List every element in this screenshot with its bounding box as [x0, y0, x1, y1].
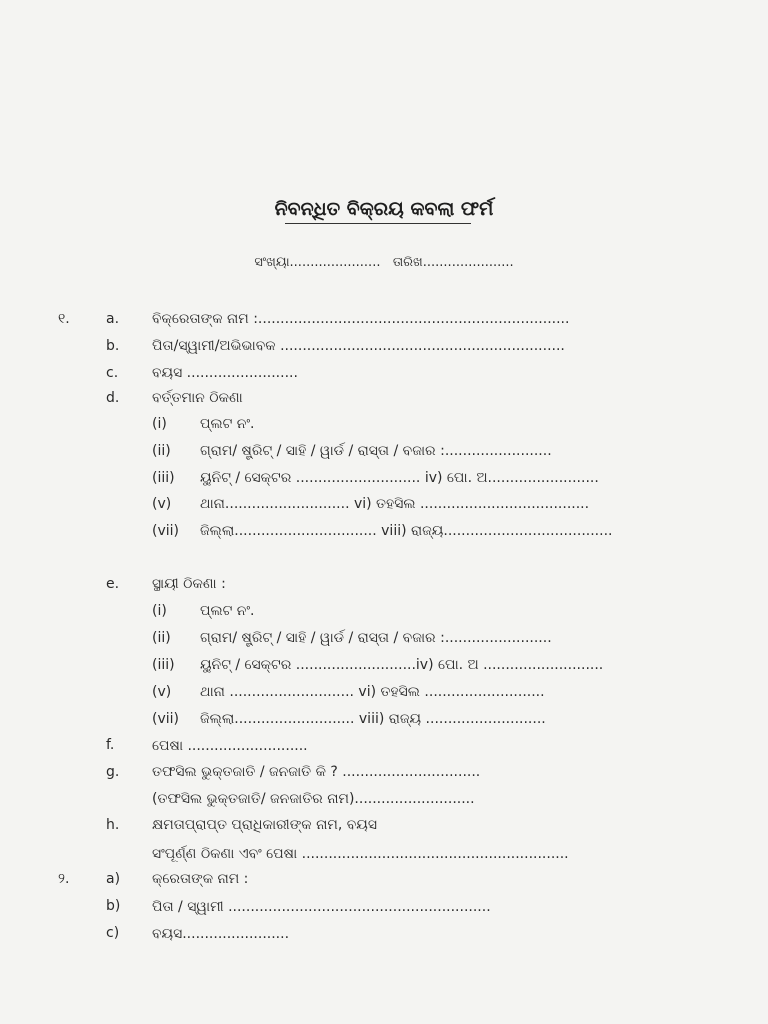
scheduled-caste-name-field: (ତଫସିଲ ଭୁକ୍ତଜାତି/ ଜନଜାତିର ନାମ)...........................: [152, 791, 475, 807]
current-address-i-label: (i): [152, 416, 167, 432]
permanent-district-state-field: ଜିଲ୍ଲା........................... viii) ରାଜ୍ୟ ...........................: [200, 711, 546, 727]
current-village-street-field: ଗ୍ରାମ/ ଷ୍ଟ୍ରିଟ୍ / ସାହି / ୱାର୍ଡ / ରାସ୍ତା / ବଜାର :........................: [200, 443, 552, 459]
item-2c-letter: c): [106, 925, 120, 941]
authority-address-occupation-field: ସଂପୂର୍ଣ୍ଣ ଠିକଣା ଏବଂ ପେଷା ............................................................: [152, 846, 569, 862]
permanent-address-v-label: (v): [152, 684, 172, 700]
item-1h-letter: h.: [106, 817, 120, 833]
permanent-address-heading: ସ୍ଥାୟୀ ଠିକଣା :: [152, 576, 226, 592]
item-1c-letter: c.: [106, 365, 119, 381]
item-1a-letter: a.: [106, 311, 120, 327]
occupation-field: ପେଷା ...........................: [152, 738, 308, 754]
permanent-address-i-label: (i): [152, 603, 167, 619]
title-underline: [285, 223, 471, 224]
scheduled-caste-question: ତଫସିଲ ଭୁକ୍ତଜାତି / ଜନଜାତି କି ? ...............................: [152, 764, 481, 780]
item-1g-letter: g.: [106, 764, 120, 780]
permanent-thana-tahsil-field: ଥାନା ............................ vi) ତହସିଲ ...........................: [200, 684, 545, 700]
permanent-unit-po-field: ୟୁନିଟ୍ / ସେକ୍ଟର ...........................iv) ପୋ. ଅ ...........................: [200, 657, 604, 673]
item-1b-letter: b.: [106, 338, 120, 354]
form-title: ନିବନ୍ଧିତ ବିକ୍ରୟ କବଲା ଫର୍ମ: [274, 198, 494, 220]
buyer-age-field: ବୟସ........................: [152, 926, 290, 942]
permanent-address-ii-label: (ii): [152, 630, 171, 646]
current-address-v-label: (v): [152, 496, 172, 512]
permanent-village-street-field: ଗ୍ରାମ/ ଷ୍ଟ୍ରିଟ୍ / ସାହି / ୱାର୍ଡ / ରାସ୍ତା / ବଜାର :........................: [200, 630, 552, 646]
item-1e-letter: e.: [106, 576, 120, 592]
permanent-plot-no-field: ପ୍ଲଟ ନଂ.: [200, 603, 255, 619]
item-2b-letter: b): [106, 898, 121, 914]
current-address-vii-label: (vii): [152, 523, 179, 539]
current-plot-no-field: ପ୍ଲଟ ନଂ.: [200, 416, 255, 432]
permanent-address-iii-label: (iii): [152, 657, 175, 673]
buyer-name-field: କ୍ରେତାଙ୍କ ନାମ :: [152, 871, 249, 887]
buyer-father-husband-field: ପିତା / ସ୍ୱାମୀ ...........................................................: [152, 899, 491, 915]
current-thana-tahsil-field: ଥାନା............................ vi) ତହସିଲ ......................................: [200, 496, 590, 512]
current-unit-po-field: ୟୁନିଟ୍ / ସେକ୍ଟର ............................ iv) ପୋ. ଅ.........................: [200, 470, 599, 486]
authority-name-age-field: କ୍ଷମତାପ୍ରାପ୍ତ ପ୍ରାଧିକାରୀଙ୍କ ନାମ, ବୟସ: [152, 817, 377, 833]
section-1-number: ୧.: [58, 311, 70, 327]
current-address-iii-label: (iii): [152, 470, 175, 486]
seller-name-field: ବିକ୍ରେତାଙ୍କ ନାମ :......................................................................: [152, 311, 570, 327]
current-district-state-field: ଜିଲ୍ଲା................................ viii) ରାଜ୍ୟ......................................: [200, 523, 613, 539]
seller-guardian-field: ପିତା/ସ୍ୱାମୀ/ଅଭିଭାବକ ................................................................: [152, 338, 565, 354]
current-address-heading: ବର୍ତ୍ତମାନ ଠିକଣା: [152, 390, 243, 406]
item-2a-letter: a): [106, 871, 121, 887]
seller-age-field: ବୟସ .........................: [152, 365, 298, 381]
number-date-line: ସଂଖ୍ୟା...................... ତାରିଖ......................: [254, 255, 514, 270]
section-2-number: ୨.: [58, 871, 70, 887]
current-address-ii-label: (ii): [152, 443, 171, 459]
permanent-address-vii-label: (vii): [152, 711, 179, 727]
item-1f-letter: f.: [106, 737, 115, 753]
item-1d-letter: d.: [106, 390, 120, 406]
